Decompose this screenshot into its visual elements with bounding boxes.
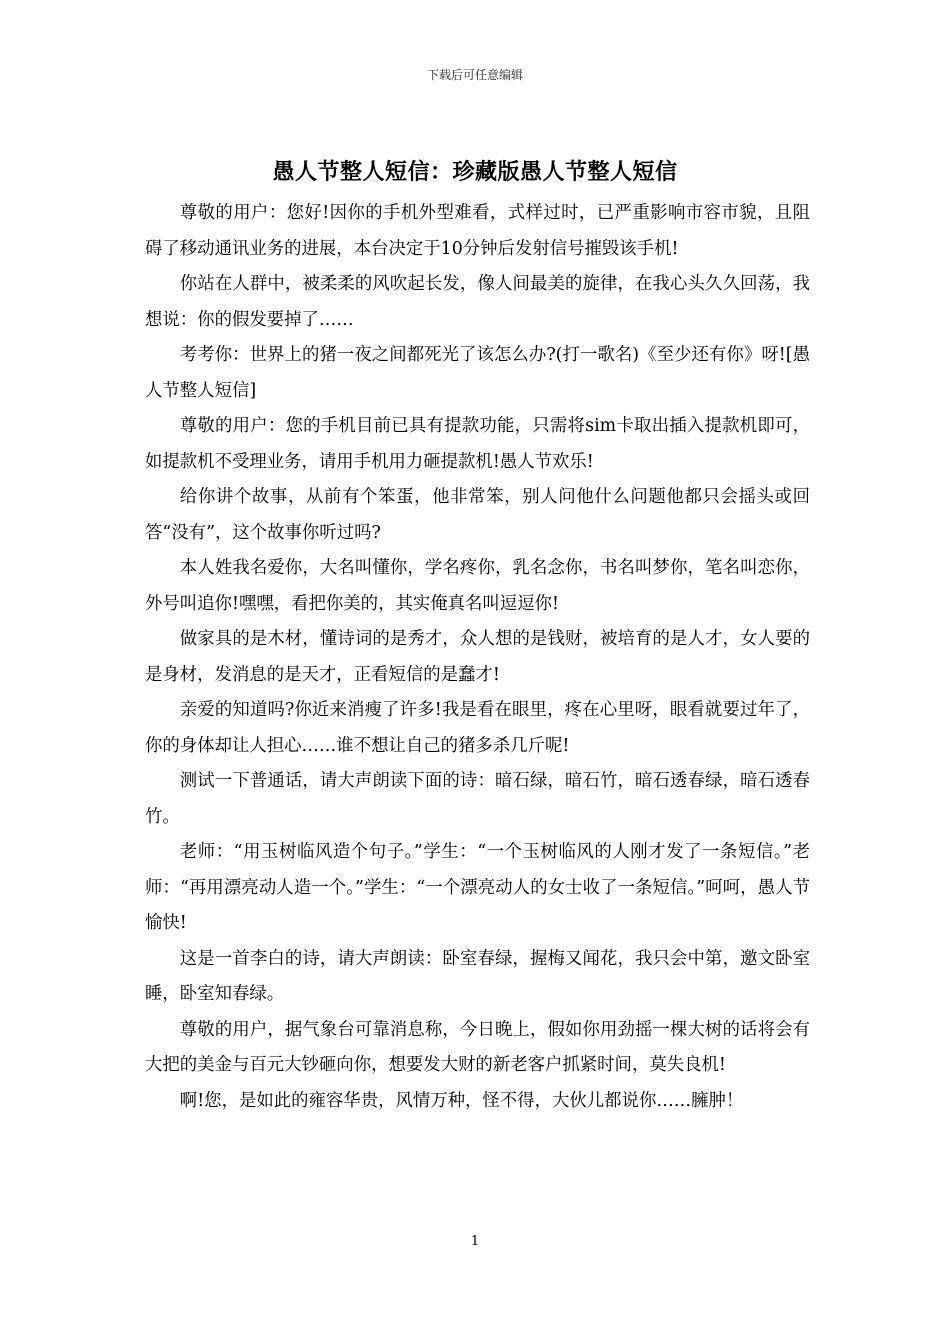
paragraph: 测试一下普通话，请大声朗读下面的诗：暗石绿，暗石竹，暗石透春绿，暗石透春竹。 bbox=[145, 771, 810, 827]
paragraph: 啊!您，是如此的雍容华贵，风情万种，怪不得，大伙儿都说你……臃肿！ bbox=[179, 1090, 744, 1111]
page-header: 下载后可任意编辑 bbox=[426, 68, 523, 82]
paragraph: 尊敬的用户，据气象台可靠消息称，今日晚上，假如你用劲摇一棵大树的话将会有大把的美金与百元大钞砸向你，想要发大财的新老客户抓紧时间，莫失良机! bbox=[145, 1019, 810, 1075]
paragraph: 这是一首李白的诗，请大声朗读：卧室春绿，握梅又闻花，我只会中第，邀文卧室睡，卧室知春绿。 bbox=[145, 948, 810, 1004]
paragraph: 你站在人群中，被柔柔的风吹起长发，像人间最美的旋律，在我心头久久回荡，我想说：你的假发要掉了…… bbox=[145, 274, 810, 330]
paragraph: 尊敬的用户：您好!因你的手机外型难看，式样过时，已严重影响市容市貌，且阻碍了移动通讯业务的进展，本台决定于10分钟后发射信号摧毁该手机! bbox=[145, 203, 810, 259]
paragraph: 给你讲个故事，从前有个笨蛋，他非常笨，别人问他什么问题他都只会摇头或回答“没有”，这个故事你听过吗? bbox=[145, 487, 810, 543]
paragraph: 尊敬的用户：您的手机目前已具有提款功能，只需将sim卡取出插入提款机即可，如提款机不受理业务，请用手机用力砸提款机!愚人节欢乐! bbox=[145, 416, 810, 472]
paragraph: 考考你：世界上的猪一夜之间都死光了该怎么办?(打一歌名)《至少还有你》呀![愚人节整人短信] bbox=[145, 345, 810, 401]
paragraph: 做家具的是木材，懂诗词的是秀才，众人想的是钱财，被培育的是人才，女人要的是身材，发消息的是天才，正看短信的是蠢才! bbox=[145, 629, 810, 685]
page-number: 1 bbox=[470, 1234, 480, 1249]
paragraph: 老师：“用玉树临风造个句子。”学生：“一个玉树临风的人刚才发了一条短信。”老师：“再用漂亮动人造一个。”学生：“一个漂亮动人的女士收了一条短信。”呵呵，愚人节愉快! bbox=[145, 842, 810, 933]
paragraph: 本人姓我名爱你，大名叫懂你，学名疼你，乳名念你，书名叫梦你，笔名叫恋你，外号叫追你!嘿嘿，看把你美的，其实俺真名叫逗逗你! bbox=[145, 558, 810, 614]
paragraph: 亲爱的知道吗?你近来消瘦了许多!我是看在眼里，疼在心里呀，眼看就要过年了，你的身体却让人担心……谁不想让自己的猪多杀几斤呢! bbox=[145, 700, 810, 756]
document-body bbox=[145, 196, 810, 1119]
document-title: 愚人节整人短信：珍藏版愚人节整人短信 bbox=[272, 159, 678, 185]
